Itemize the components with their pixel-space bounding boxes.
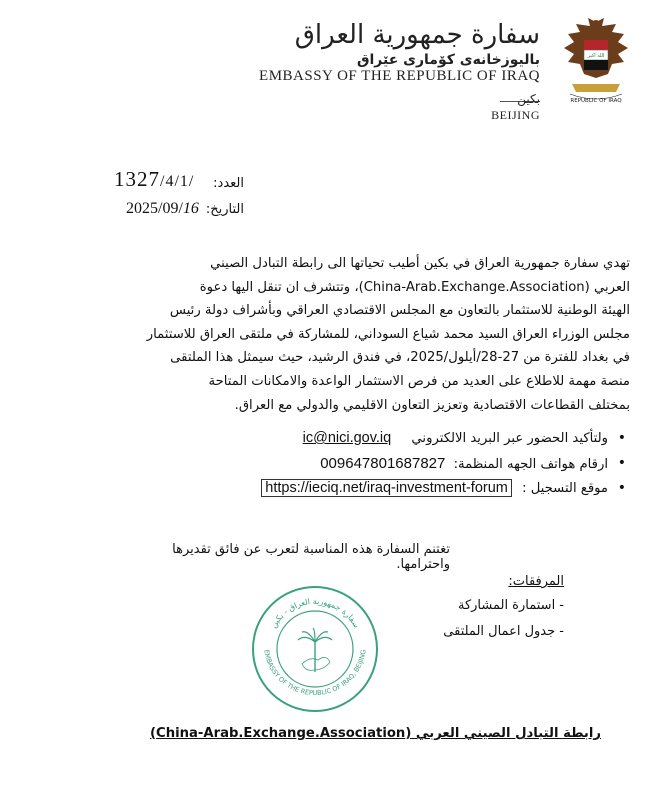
embassy-seal-icon bbox=[250, 584, 380, 714]
date-label: التاريخ: bbox=[205, 202, 244, 217]
reference-number-prefix: /4/1/ bbox=[160, 173, 195, 190]
registration-link[interactable]: https://ieciq.net/iraq-investment-forum bbox=[261, 479, 512, 497]
contact-phone-item bbox=[160, 451, 630, 476]
body-line: منصة مهمة للاطلاع على العديد من فرص الاستثمار الواعدة والامكانات المتاحة bbox=[208, 373, 630, 389]
seal-text-english: EMBASSY OF THE REPUBLIC OF IRAQ, BEIJING bbox=[262, 648, 368, 698]
date-value: 2025/09/ bbox=[126, 200, 183, 217]
registration-label: موقع التسجيل : bbox=[522, 481, 608, 496]
city-arabic: بكين bbox=[500, 92, 540, 102]
letter-body bbox=[70, 252, 630, 417]
embassy-title-arabic: سفارة جمهورية العراق bbox=[294, 20, 540, 50]
email-link[interactable]: ic@nici.gov.iq bbox=[302, 430, 392, 446]
body-line: بمختلف القطاعات الاقتصادية وتعزيز التعاون الاقليمي والدولي مع العراق. bbox=[234, 397, 630, 413]
date-day: 16 bbox=[182, 200, 199, 217]
attachment-item: - استمارة المشاركة bbox=[457, 598, 564, 613]
closing-sentence: تغتنم السفارة هذه المناسبة لتعرب عن فائق تقديرها واحترامها. bbox=[172, 542, 450, 572]
attachments-heading: المرفقات: bbox=[508, 574, 564, 589]
attachment-item: - جدول اعمال الملتقى bbox=[443, 624, 564, 639]
reference-number-value: 1327 bbox=[114, 167, 160, 191]
embassy-title-english: EMBASSY OF THE REPUBLIC OF IRAQ bbox=[259, 68, 540, 84]
contact-url-item bbox=[160, 476, 630, 501]
svg-text:الله اكبر: الله اكبر bbox=[587, 53, 605, 59]
emblem-caption: REPUBLIC OF IRAQ bbox=[570, 98, 622, 104]
date bbox=[126, 200, 199, 218]
iraq-emblem-icon bbox=[562, 14, 630, 106]
phone-label: ارقام هواتف الجهه المنظمة: bbox=[453, 457, 608, 472]
body-line: تهدي سفارة جمهورية العراق في بكين أطيب تحياتها الى رابطة التبادل الصيني bbox=[210, 256, 630, 271]
seal-text-arabic: سفارة جمهورية العراق - بكين bbox=[268, 596, 362, 630]
body-line: الهيئة الوطنية للاستثمار بالتعاون مع المجلس الاقتصادي العراقي وبأشراف دولة رئيس bbox=[169, 303, 630, 319]
body-line: العربي (China-Arab.Exchange.Association)، وتتشرف ان تنقل اليها دعوة bbox=[199, 279, 630, 295]
addressee: رابطة التبادل الصيني العربي (China-Arab.Exchange.Association) bbox=[150, 726, 602, 741]
body-line: مجلس الوزراء العراق السيد محمد شياع السوداني، للمشاركة في ملتقى العراق للاستثمار bbox=[146, 326, 630, 342]
embassy-title-kurdish: باليوزخانەى كۆمارى عێراق bbox=[356, 52, 540, 68]
reference-number-label: العدد: bbox=[213, 176, 244, 191]
svg-text:سفارة جمهورية العراق - بكين bbox=[269, 597, 362, 630]
contact-email-item bbox=[160, 426, 630, 451]
reference-number bbox=[114, 166, 194, 192]
city-english: BEIJING bbox=[491, 108, 540, 122]
contact-list bbox=[160, 426, 630, 501]
email-label: ولتأكيد الحضور عبر البريد الالكتروني bbox=[411, 431, 608, 446]
phone-number: 009647801687827 bbox=[320, 455, 446, 472]
body-line: في بغداد للفترة من 27-28/أيلول/2025، في فندق الرشيد، حيث سيمثل هذا الملتقى bbox=[170, 350, 630, 366]
